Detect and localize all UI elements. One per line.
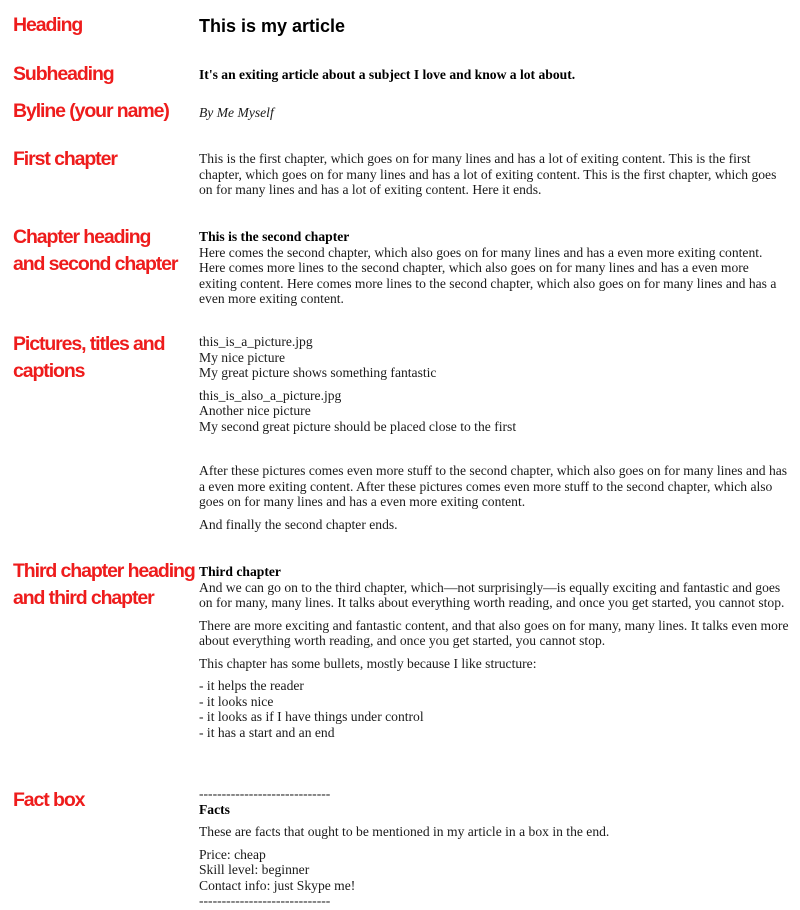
chapter-2-heading: This is the second chapter [199,229,350,244]
picture-2 [199,388,789,435]
label-subheading: Subheading [13,63,114,85]
article-title: This is my article [199,16,346,36]
article-subheading: It's an exiting article about a subject I love and know a lot about. [199,67,576,82]
list-item: - it helps the reader [199,678,304,693]
chapter-3-heading: Third chapter [199,564,281,579]
fact-item: Price: cheap [199,846,266,862]
label-fact-box: Fact box [13,789,85,811]
list-item: - it looks as if I have things under control [199,709,424,724]
fact-box-divider-top: ----------------------------- [199,786,331,801]
chapter-3-para-2: There are more exciting and fantastic content, and that also goes on for many, many lines. It talks even more about everything worth reading, and once you get started, you cannot stop. [199,617,789,648]
label-line: and third chapter [13,587,154,609]
chapter-2-body: Here comes the second chapter, which also goes on for many lines and has a even more exiting content. Here comes more lines to the second chapter, which also goes on for many lines and has a even more exiting content. Here comes more lines to the second chapter, which also goes on for many lines and has a even more exiting content. [199,244,777,306]
list-item: - it has a start and an end [199,724,335,740]
picture-2-title: Another nice picture [199,403,311,418]
label-line: Chapter heading [13,226,151,248]
chapter-2-ending: And finally the second chapter ends. [199,516,398,532]
chapter-2 [199,229,789,307]
label-line: and second chapter [13,253,178,275]
picture-2-file: this_is_also_a_picture.jpg [199,387,342,403]
chapter-1-body: This is the first chapter, which goes on for many lines and has a lot of exiting content. This is the first chapter, which goes on for many lines and has a lot of exiting content. This is the first chapter, which goes on for many lines and has a lot of exiting content. Here it ends. [199,151,777,197]
label-first-chapter: First chapter [13,148,117,170]
fact-box [199,786,789,909]
label-pictures [13,331,164,385]
picture-1-title: My nice picture [199,349,286,365]
chapter-3-para-1: And we can go on to the third chapter, which—not surprisingly—is equally exciting and fantastic and goes on for many, many lines. It talks about everything worth reading, and once you get started, you cannot stop. [199,579,785,610]
chapter-3-para-3: This chapter has some bullets, mostly because I like structure: [199,655,537,671]
picture-1-caption: My great picture shows something fantastic [199,365,437,380]
fact-box-divider-bottom: ----------------------------- [199,893,331,908]
chapter-2-after-pictures: After these pictures comes even more stuff to the second chapter, which also goes on for many lines and has a even more exiting content. After these pictures comes even more stuff to the second chapter, which also goes on for many lines and has a even more exiting content. [199,463,788,509]
fact-item: Contact info: just Skype me! [199,877,356,893]
picture-2-caption: My second great picture should be placed close to the first [199,418,517,434]
pictures-block [199,334,789,441]
fact-box-heading: Facts [199,801,230,817]
bullet-list [199,678,789,740]
picture-1 [199,334,789,381]
label-heading: Heading [13,14,83,36]
picture-1-file: this_is_a_picture.jpg [199,334,313,349]
fact-item: Skill level: beginner [199,862,310,877]
label-line: captions [13,360,85,382]
article-byline: By Me Myself [199,105,274,120]
label-byline: Byline (your name) [13,100,169,122]
label-line: Pictures, titles and [13,333,165,355]
fact-box-intro: These are facts that ought to be mentioned in my article in a box in the end. [199,824,610,839]
label-chapter-heading [13,224,177,278]
chapter-3 [199,564,789,740]
label-line: Third chapter heading [13,560,195,582]
list-item: - it looks nice [199,693,274,709]
chapter-2-continued [199,463,789,539]
label-third-chapter [13,558,195,612]
